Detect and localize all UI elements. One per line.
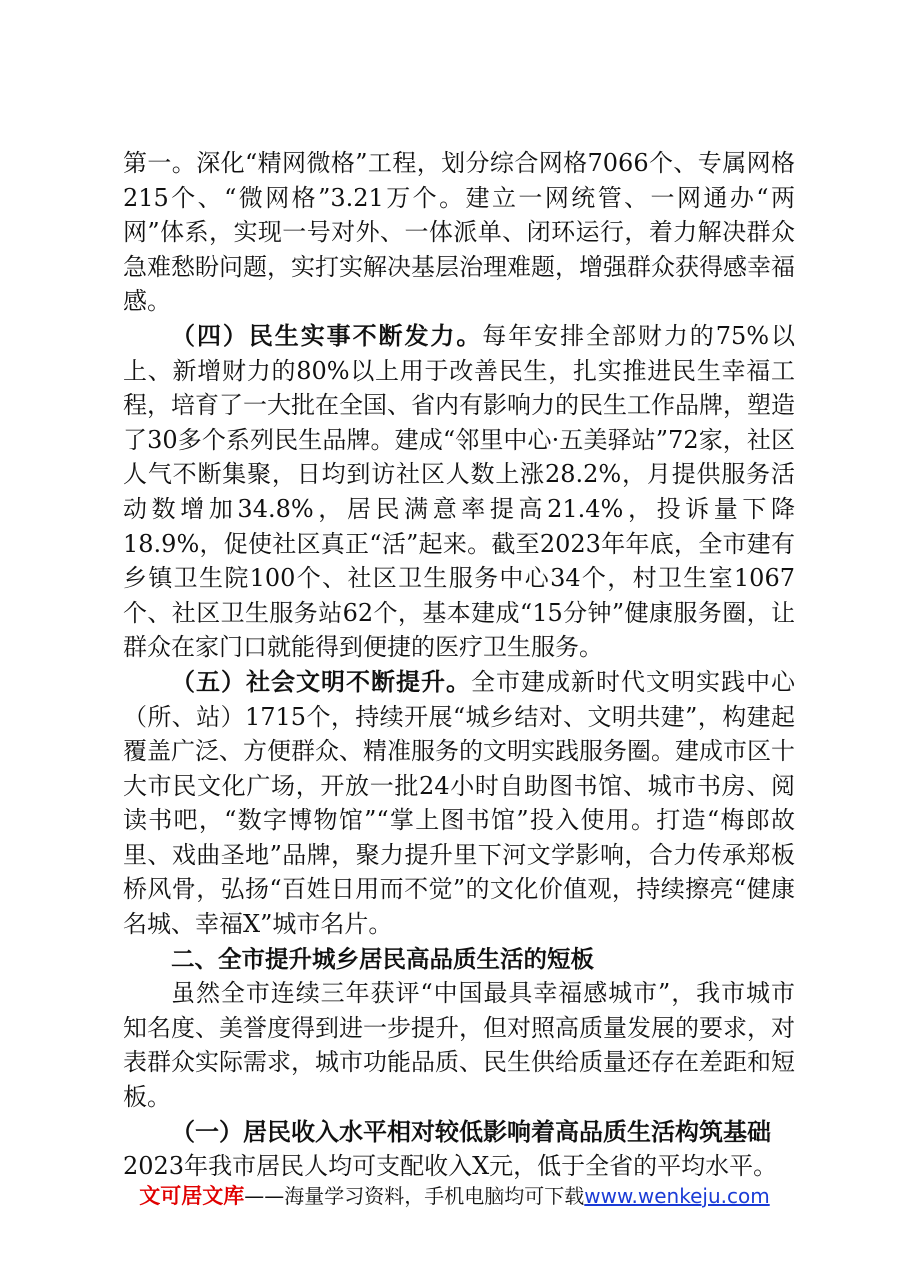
footer-banner	[0, 1183, 909, 1209]
paragraph-income-body: 2023年我市居民人均可支配收入X元，低于全省的平均水平。	[123, 1152, 778, 1181]
subheading-livelihood: （四）民生实事不断发力。	[171, 320, 483, 350]
paragraph-livelihood	[123, 319, 795, 665]
footer-slogan: ——海量学习资料，手机电脑均可下载	[244, 1184, 585, 1208]
paragraph-shortcomings-intro: 虽然全市连续三年获评“中国最具幸福感城市”，我市城市知名度、美誉度得到进一步提升，但对照高质量发展的要求，对表群众实际需求，城市功能品质、民生供给质量还存在差距和短板。	[123, 979, 795, 1112]
subheading-income: （一）居民收入水平相对较低影响着高品质生活构筑基础	[171, 1116, 771, 1146]
paragraph-livelihood-body: 每年安排全部财力的75%以上、新增财力的80%以上用于改善民生，扎实推进民生幸福工程，培育了一大批在全国、省内有影响力的民生工作品牌，塑造了30多个系列民生品牌。建成“邻里中心·五美驿站”72家，社区人气不断集聚，日均到访社区人数上涨28.2%，月提供服务活动数增加34.8%，居民满意率提高21.4%，投诉量下降18.9%，促使社区真正“活”起来。截至2023年年底，全市建有乡镇卫生院100个、社区卫生服务中心34个，村卫生室1067个、社区卫生服务站62个，基本建成“15分钟”健康服务圈，让群众在家门口就能得到便捷的医疗卫生服务。	[123, 321, 796, 662]
subheading-civilization: （五）社会文明不断提升。	[171, 666, 471, 696]
paragraph-income	[123, 1115, 795, 1150]
paragraph-grid-governance: 第一。深化“精网微格”工程，划分综合网格7066个、专属网格215个、“微网格”3.21万个。建立一网统管、一网通办“两网”体系，实现一号对外、一体派单、闭环运行，着力解决群众急难愁盼问题，实打实解决基层治理难题，增强群众获得感幸福感。	[123, 149, 795, 316]
footer-site-link[interactable]: www.wenkeju.com	[584, 1184, 770, 1208]
footer-brand: 文可居文库	[139, 1184, 245, 1208]
section-heading-shortcomings: 二、全市提升城乡居民高品质生活的短板	[171, 944, 594, 973]
paragraph-civilization	[123, 665, 795, 942]
document-body	[123, 146, 795, 1184]
paragraph-civilization-body: 全市建成新时代文明实践中心（所、站）1715个，持续开展“城乡结对、文明共建”，构建起覆盖广泛、方便群众、精准服务的文明实践服务圈。建成市区十大市民文化广场，开放一批24小时自助图书馆、城市书房、阅读书吧，“数字博物馆”“掌上图书馆”投入使用。打造“梅郎故里、戏曲圣地”品牌，聚力提升里下河文学影响，合力传承郑板桥风骨，弘扬“百姓日用而不觉”的文化价值观，持续擦亮“健康名城、幸福X”城市名片。	[123, 667, 795, 939]
